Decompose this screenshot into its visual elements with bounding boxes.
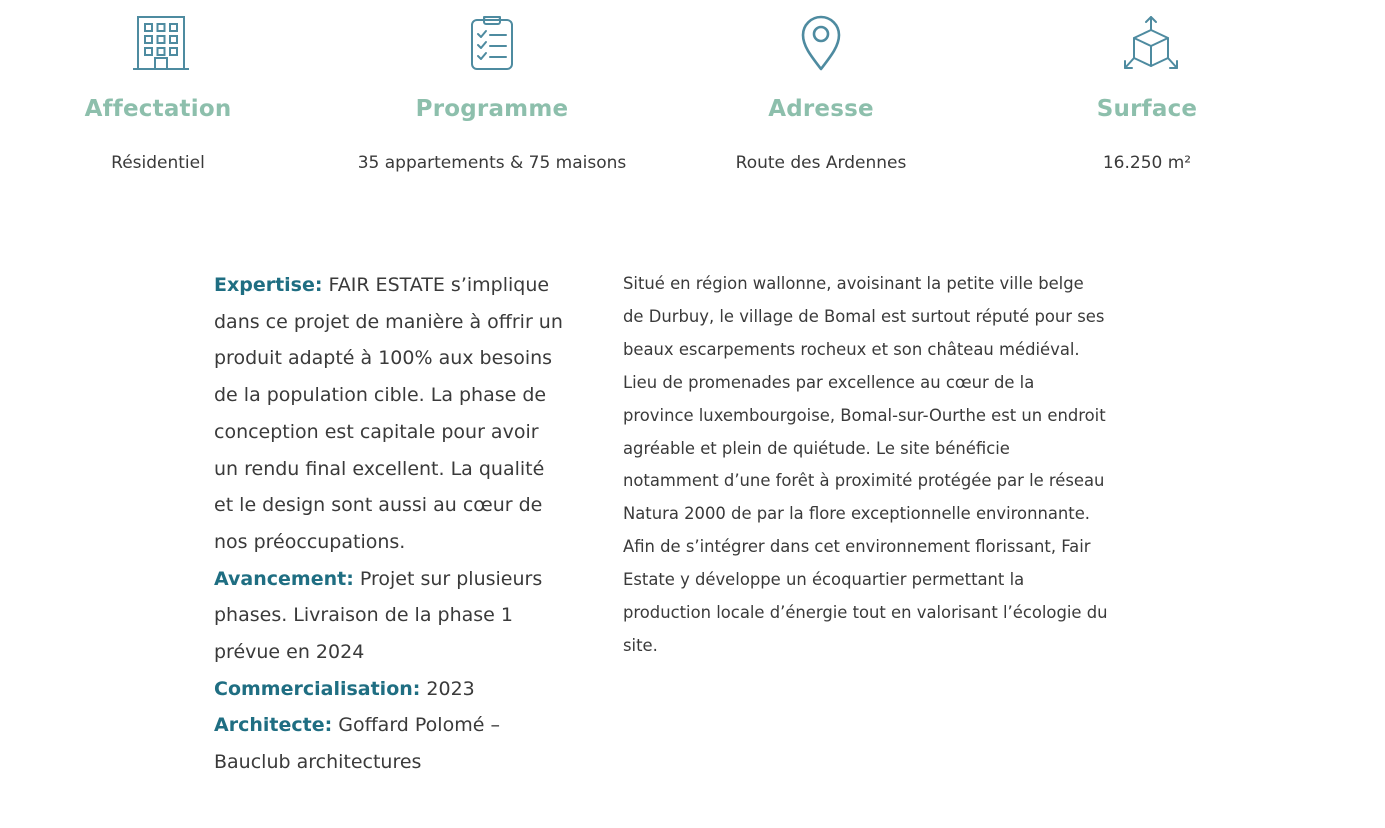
detail-label: Expertise:	[214, 274, 323, 296]
detail-label: Avancement:	[214, 567, 354, 590]
box-area-icon	[1121, 14, 1181, 72]
feature-title: Programme	[415, 96, 569, 122]
feature-title: Adresse	[768, 96, 874, 122]
detail-text: FAIR ESTATE s’implique dans ce projet de manière à offrir un produit adapté à 100% aux besoins de la population cible. La phase de conception est capitale pour avoir un rendu final excellent. La qualité et le design sont aussi au cœur de nos préoccupations.	[214, 274, 563, 553]
project-details	[214, 267, 564, 781]
detail-text: 2023	[426, 677, 475, 700]
project-description	[623, 268, 1109, 663]
description-paragraph: Situé en région wallonne, avoisinant la petite ville belge de Durbuy, le village de Bomal est surtout réputé pour ses beaux escarpements rocheux et son château médiéval. Lieu de promenades par excellence au cœur de la province luxembourgoise, Bomal-sur-Ourthe est un endroit agréable et plein de quiétude. Le site bénéficie notamment d’une forêt à proximité protégée par le réseau Natura 2000 de par la flore exceptionnelle environnante.	[623, 274, 1106, 524]
detail-label: Commercialisation:	[214, 677, 421, 700]
detail-text: Projet sur plusieurs phases. Livraison de la phase 1 prévue en 2024	[214, 567, 543, 664]
description-paragraph: Afin de s’intégrer dans cet environnement florissant, Fair Estate y développe un écoquartier permettant la production locale d’énergie tout en valorisant l’écologie du site.	[623, 537, 1108, 655]
detail-expertise	[214, 267, 564, 561]
feature-value: 16.250 m²	[1102, 153, 1192, 173]
feature-value: Route des Ardennes	[735, 153, 907, 173]
feature-value: Résidentiel	[111, 153, 205, 173]
checklist-icon	[462, 14, 522, 72]
location-pin-icon	[791, 14, 851, 72]
building-icon	[131, 14, 191, 72]
detail-text: Goffard Polomé – Bauclub architectures	[214, 714, 500, 774]
feature-title: Surface	[1096, 96, 1198, 122]
feature-title: Affectation	[84, 96, 232, 122]
detail-avancement	[214, 561, 564, 671]
detail-architecte	[214, 707, 564, 780]
detail-commercialisation	[214, 671, 564, 708]
feature-value: 35 appartements & 75 maisons	[357, 153, 627, 173]
detail-label: Architecte:	[214, 714, 333, 737]
